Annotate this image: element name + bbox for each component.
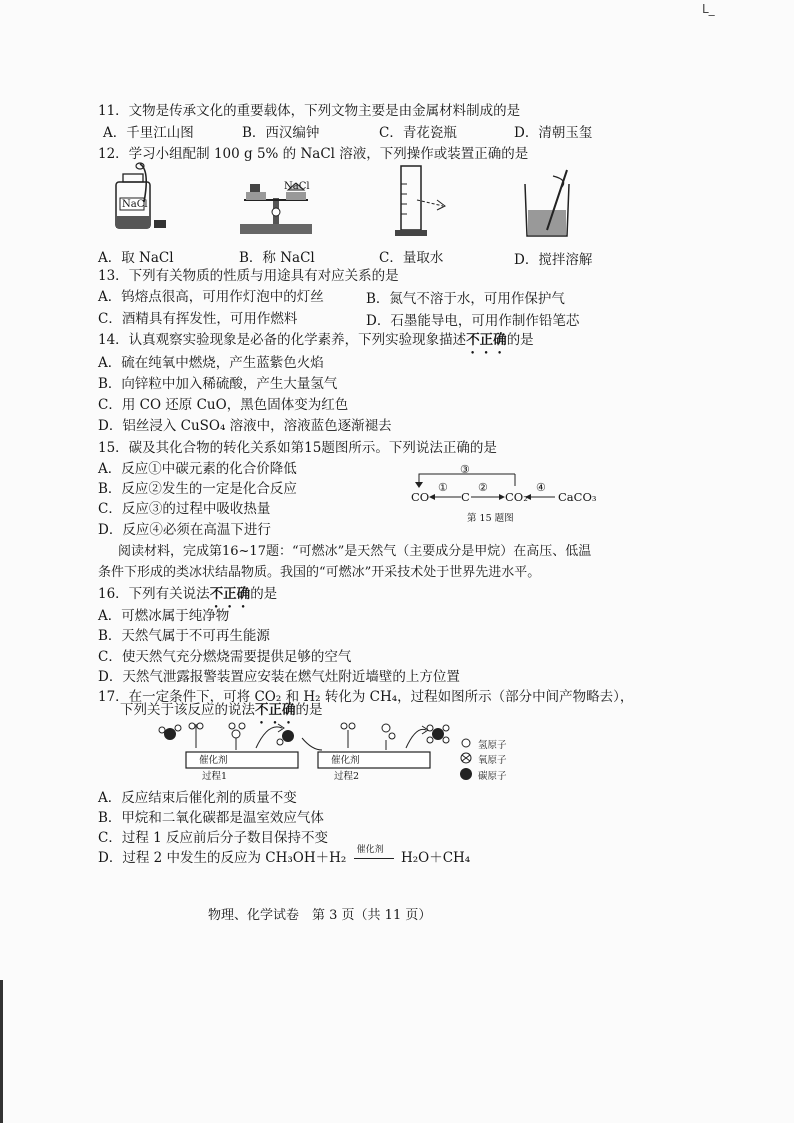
q15-r3: ③ [460, 463, 470, 476]
q14-option-b: B．向锌粒中加入稀硫酸，产生大量氢气 [98, 376, 338, 392]
q15-option-d: D．反应④必须在高温下进行 [98, 522, 271, 538]
jar-label: NaCl [122, 199, 148, 210]
q12-option-b: B．称 NaCl [239, 250, 315, 266]
q13-stem: 13．下列有关物质的性质与用途具有对应关系的是 [98, 268, 399, 284]
q11-option-b: B．西汉编钟 [242, 125, 320, 141]
q15-stem: 15．碳及其化合物的转化关系如第15题图所示。下列说法正确的是 [98, 440, 497, 456]
q13-option-d: D．石墨能导电，可用作制作铅笔芯 [366, 313, 580, 329]
q13-option-a: A．钨熔点很高，可用作灯泡中的灯丝 [98, 289, 324, 305]
q14-stem: 14．认真观察实验现象是必备的化学素养，下列实验现象描述不正确的是 [98, 332, 534, 348]
q17-emphasis: 不正确 [255, 702, 296, 718]
q13-option-c: C．酒精具有挥发性，可用作燃料 [98, 311, 298, 327]
q12-stem: 12．学习小组配制 100 g 5% 的 NaCl 溶液，下列操作或装置正确的是 [98, 146, 529, 162]
q15-r4: ④ [536, 481, 546, 494]
scan-edge-shadow [0, 980, 3, 1123]
q14-emphasis: 不正确 [466, 332, 507, 348]
reading-line-2: 条件下形成的类冰状结晶物质。我国的“可燃冰”开采技术处于世界先进水平。 [98, 565, 541, 580]
q14-option-c: C．用 CO 还原 CuO，黑色固体变为红色 [98, 397, 349, 413]
q17-option-a: A．反应结束后催化剂的质量不变 [98, 790, 297, 806]
legend-carbon: 碳原子 [478, 771, 507, 782]
q17-stem-line-2: 下列关于该反应的说法不正确的是 [120, 702, 323, 718]
q15-option-c: C．反应③的过程中吸收热量 [98, 501, 271, 517]
q15-option-a: A．反应①中碳元素的化合价降低 [98, 461, 297, 477]
q17-catalyst-2: 催化剂 [331, 755, 360, 766]
q15-caption: 第 15 题图 [467, 513, 514, 524]
q16-stem: 16．下列有关说法不正确的是 [98, 586, 278, 602]
q17-d-arrow: 催化剂 [351, 850, 397, 866]
cylinder-figure [393, 164, 453, 240]
q16-option-c: C．使天然气充分燃烧需要提供足够的空气 [98, 649, 352, 665]
q15-r1: ① [438, 481, 448, 494]
q11-option-d: D．清朝玉玺 [514, 125, 593, 141]
q15-co: CO [411, 490, 430, 504]
corner-mark: L_ [702, 2, 715, 16]
q16-option-b: B．天然气属于不可再生能源 [98, 628, 270, 644]
q17-d-products: H₂O＋CH₄ [400, 850, 471, 866]
q11-stem: 11．文物是传承文化的重要载体，下列文物主要是由金属材料制成的是 [98, 103, 521, 119]
q16-option-d: D．天然气泄露报警装置应安装在燃气灶附近墙壁的上方位置 [98, 669, 460, 685]
q17-legend-icons [458, 736, 478, 796]
beaker-figure [521, 166, 577, 240]
q17-stem-line-1: 17．在一定条件下，可将 CO₂ 和 H₂ 转化为 CH₄，过程如图所示（部分中间产物略去）， [98, 689, 634, 705]
q17-option-d: D．过程 2 中发生的反应为 CH₃OH＋H₂ 催化剂 H₂O＋CH₄ [98, 845, 471, 866]
q17-d-reactants: CH₃OH＋H₂ [265, 850, 347, 866]
q14-option-d: D．铝丝浸入 CuSO₄ 溶液中，溶液蓝色逐渐褪去 [98, 418, 392, 434]
q12-option-a: A．取 NaCl [98, 250, 174, 266]
balance-nacl-label: NaCl [284, 181, 310, 192]
q15-r2: ② [478, 481, 488, 494]
q16-emphasis: 不正确 [209, 586, 251, 602]
q17-option-c: C．过程 1 反应前后分子数目保持不变 [98, 830, 329, 846]
q12-option-c: C．量取水 [379, 250, 444, 266]
q15-reaction-diagram [405, 462, 605, 512]
reading-line-1: 阅读材料，完成第16~17题：“可燃冰”是天然气（主要成分是甲烷）在高压、低温 [118, 544, 592, 559]
q17-process-1: 过程1 [202, 771, 228, 782]
q13-option-b: B．氮气不溶于水，可用作保护气 [366, 291, 565, 307]
q11-option-c: C．青花瓷瓶 [379, 125, 457, 141]
q15-co2: CO₂ [505, 490, 528, 504]
q17-process-2: 过程2 [334, 771, 360, 782]
q15-option-b: B．反应②发生的一定是化合反应 [98, 481, 297, 497]
legend-hydrogen: 氢原子 [478, 740, 507, 751]
q12-option-d: D．搅拌溶解 [514, 252, 593, 268]
q11-option-a: A．千里江山图 [103, 125, 194, 141]
q17-option-b: B．甲烷和二氧化碳都是温室效应气体 [98, 810, 324, 826]
q15-caco3: CaCO₃ [558, 490, 597, 504]
q17-catalyst-1: 催化剂 [199, 755, 228, 766]
q14-option-a: A．硫在纯氧中燃烧，产生蓝紫色火焰 [98, 355, 324, 371]
q15-c: C [461, 490, 470, 504]
page-footer: 物理、化学试卷 第 3 页（共 11 页） [208, 908, 432, 923]
legend-oxygen: 氧原子 [478, 755, 507, 766]
q16-option-a: A．可燃冰属于纯净物 [98, 608, 230, 624]
